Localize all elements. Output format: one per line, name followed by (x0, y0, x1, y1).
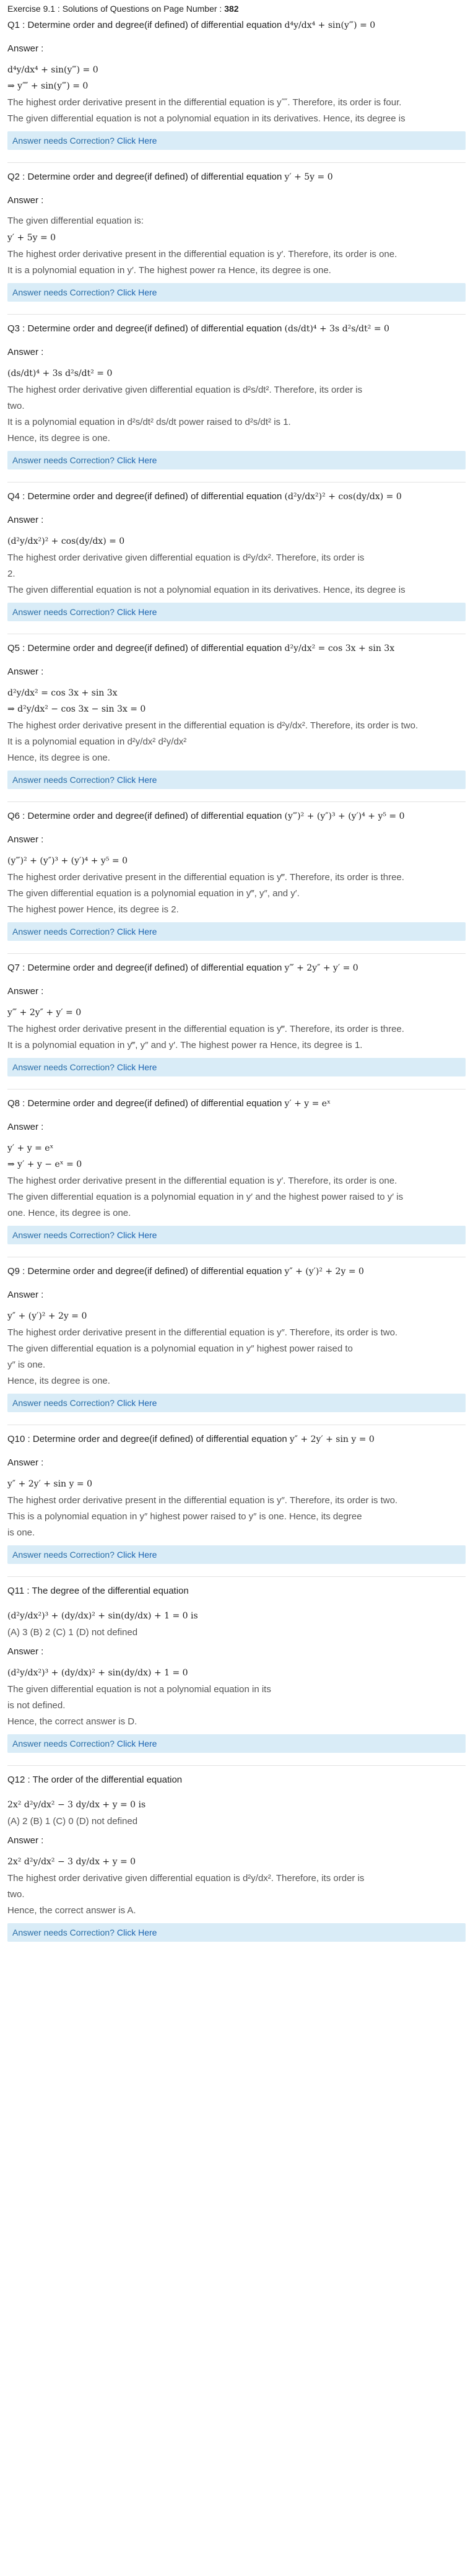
question-prompt: Determine order and degree(if defined) of differential equation (27, 20, 282, 30)
correction-bar (7, 771, 466, 789)
click-here-link[interactable]: Click Here (116, 1230, 157, 1240)
answer-equation: 2x² d²y/dx² − 3 dy/dx + y = 0 (7, 1857, 136, 1867)
correction-prompt: Answer needs Correction? (12, 1230, 115, 1240)
question-text (7, 489, 466, 505)
answer-equation: (d²y/dx²)³ + (dy/dx)² + sin(dy/dx) + 1 = 0 (7, 1668, 188, 1678)
question-block (7, 1576, 466, 1753)
answer-equation: ⇒ y′ + y − eˣ = 0 (7, 1159, 82, 1169)
answer-text: The highest order derivative present in the differential equation is y⁗. Therefore, its order is four. (7, 97, 402, 108)
question-block (7, 17, 466, 150)
answer-text: Hence, its degree is one. (7, 1376, 110, 1386)
correction-prompt: Answer needs Correction? (12, 775, 115, 785)
answer-text: The highest order derivative present in the differential equation is y‴. Therefore, its order is three. (7, 1024, 404, 1034)
answer-equation: y″ + 2y′ + sin y = 0 (7, 1479, 92, 1489)
question-prompt: Determine order and degree(if defined) of differential equation (27, 643, 282, 653)
answer-text: The given differential equation is: (7, 216, 144, 226)
question-text (7, 640, 466, 657)
answer-equation: d⁴y/dx⁴ + sin(y‴) = 0 (7, 65, 98, 75)
question-text (7, 1096, 466, 1112)
click-here-link[interactable]: Click Here (116, 607, 157, 617)
answer-label: Answer : (7, 43, 44, 54)
answer-text: two. (7, 401, 25, 411)
answer-text: The highest order derivative present in the differential equation is y″. Therefore, its order is two. (7, 1327, 398, 1338)
answer-equation: y′ + y = eˣ (7, 1143, 54, 1153)
question-detail: (A) 3 (B) 2 (C) 1 (D) not defined (7, 1627, 138, 1638)
exercise-label: Exercise 9.1 : (7, 4, 60, 14)
click-here-link[interactable]: Click Here (116, 287, 157, 297)
answer-text: It is a polynomial equation in d²s/dt² ds/dt power raised to d²s/dt² is 1. (7, 417, 291, 427)
answer-text: This is a polynomial equation in y″ highest power raised to y″ is one. Hence, its degree (7, 1511, 362, 1522)
page-header (7, 0, 466, 17)
question-block (7, 1425, 466, 1564)
correction-bar (7, 1058, 466, 1076)
question-prompt: Determine order and degree(if defined) of differential equation (27, 963, 282, 973)
question-text (7, 17, 466, 33)
answer-text: is one. (7, 1527, 35, 1538)
correction-prompt: Answer needs Correction? (12, 1398, 115, 1408)
answer-text: It is a polynomial equation in y‴, y″ and y′. The highest power ra Hence, its degree is 1. (7, 1040, 363, 1050)
click-here-link[interactable]: Click Here (116, 927, 157, 937)
answer-label: Answer : (7, 1835, 44, 1846)
answer-text: The highest order derivative given differential equation is d²y/dx². Therefore, its order is (7, 1873, 365, 1884)
answer-text: The highest order derivative present in the differential equation is y″. Therefore, its order is two. (7, 1495, 398, 1506)
click-here-link[interactable]: Click Here (116, 1398, 157, 1408)
question-detail: (d²y/dx²)³ + (dy/dx)² + sin(dy/dx) + 1 = 0 is (7, 1611, 198, 1621)
answer-text: two. (7, 1889, 25, 1900)
answer-label: Answer : (7, 834, 44, 845)
answer-equation: (ds/dt)⁴ + 3s d²s/dt² = 0 (7, 369, 113, 378)
answer-text: The given differential equation is not a polynomial equation in its derivatives. Hence, its degree is (7, 113, 406, 124)
answer-text: The highest order derivative given differential equation is d²y/dx². Therefore, its order is (7, 552, 365, 563)
question-prompt: The order of the differential equation (32, 1775, 183, 1785)
question-text (7, 960, 466, 976)
correction-bar (7, 451, 466, 469)
question-number: Q7 : (7, 963, 25, 973)
correction-bar (7, 603, 466, 621)
question-block (7, 1089, 466, 1244)
question-prompt: Determine order and degree(if defined) of differential equation (27, 323, 282, 334)
question-text (7, 169, 466, 185)
answer-text: The highest order derivative present in the differential equation is y‴. Therefore, its order is three. (7, 872, 404, 883)
question-block (7, 162, 466, 302)
correction-prompt: Answer needs Correction? (12, 1550, 115, 1560)
answer-text: Hence, the correct answer is D. (7, 1716, 137, 1727)
answer-text: The given differential equation is a polynomial equation in y‴, y″, and y′. (7, 888, 300, 899)
answer-label: Answer : (7, 1122, 44, 1132)
answer-text: The given differential equation is not a polynomial equation in its (7, 1684, 271, 1695)
question-block (7, 314, 466, 469)
question-number: Q5 : (7, 643, 25, 653)
question-text (7, 1772, 466, 1788)
question-equation: d⁴y/dx⁴ + sin(y‴) = 0 (284, 20, 376, 30)
answer-label: Answer : (7, 347, 44, 357)
question-prompt: Determine order and degree(if defined) of differential equation (27, 1098, 282, 1109)
correction-bar (7, 1734, 466, 1753)
question-prompt: The degree of the differential equation (32, 1586, 189, 1596)
question-equation: d²y/dx² = cos 3x + sin 3x (284, 644, 395, 653)
question-equation: y‴ + 2y″ + y′ = 0 (284, 963, 358, 973)
solutions-label: Solutions of Questions on Page Number : (62, 4, 222, 14)
answer-text: y″ is one. (7, 1360, 46, 1370)
correction-prompt: Answer needs Correction? (12, 607, 115, 617)
question-equation: y″ + 2y′ + sin y = 0 (289, 1434, 375, 1444)
question-number: Q1 : (7, 20, 25, 30)
question-number: Q6 : (7, 811, 25, 821)
question-text (7, 1431, 466, 1447)
answer-text: The given differential equation is a polynomial equation in y″ highest power raised to (7, 1343, 353, 1354)
answer-text: It is a polynomial equation in d²y/dx² d²y/dx² (7, 736, 187, 747)
answer-equation: y′ + 5y = 0 (7, 233, 56, 243)
answer-text: one. Hence, its degree is one. (7, 1208, 131, 1218)
question-number: Q11 : (7, 1586, 30, 1596)
answer-equation: d²y/dx² = cos 3x + sin 3x (7, 688, 118, 698)
page-number: 382 (224, 4, 239, 14)
question-block (7, 953, 466, 1076)
correction-prompt: Answer needs Correction? (12, 927, 115, 937)
question-equation: (d²y/dx²)² + cos(dy/dx) = 0 (284, 492, 402, 502)
answer-text: The given differential equation is not a polynomial equation in its derivatives. Hence, its degree is (7, 585, 406, 595)
answer-text: The highest order derivative present in the differential equation is y′. Therefore, its order is one. (7, 1176, 397, 1186)
answer-label: Answer : (7, 195, 44, 206)
question-prompt: Determine order and degree(if defined) of differential equation (27, 172, 282, 182)
correction-prompt: Answer needs Correction? (12, 1062, 115, 1072)
answer-equation: y‴ + 2y″ + y′ = 0 (7, 1008, 82, 1018)
answer-text: The given differential equation is a polynomial equation in y′ and the highest power raised to y′ is (7, 1192, 404, 1202)
correction-bar (7, 922, 466, 941)
correction-bar (7, 1394, 466, 1412)
answer-text: The highest power Hence, its degree is 2. (7, 904, 179, 915)
question-equation: (ds/dt)⁴ + 3s d²s/dt² = 0 (284, 324, 389, 334)
answer-equation: ⇒ d²y/dx² − cos 3x − sin 3x = 0 (7, 704, 146, 714)
correction-prompt: Answer needs Correction? (12, 136, 115, 146)
answer-equation: (d²y/dx²)² + cos(dy/dx) = 0 (7, 536, 125, 546)
question-text (7, 321, 466, 337)
answer-text: It is a polynomial equation in y′. The highest power ra Hence, its degree is one. (7, 265, 331, 276)
correction-prompt: Answer needs Correction? (12, 1928, 115, 1937)
question-number: Q8 : (7, 1098, 25, 1109)
correction-bar (7, 1923, 466, 1942)
question-block (7, 1765, 466, 1942)
answer-text: Hence, its degree is one. (7, 753, 110, 763)
answer-label: Answer : (7, 666, 44, 677)
question-number: Q10 : (7, 1434, 30, 1444)
correction-bar (7, 1226, 466, 1244)
question-prompt: Determine order and degree(if defined) of differential equation (27, 491, 282, 502)
question-detail: 2x² d²y/dx² − 3 dy/dx + y = 0 is (7, 1800, 146, 1810)
click-here-link[interactable]: Click Here (116, 1550, 157, 1560)
question-number: Q3 : (7, 323, 25, 334)
click-here-link[interactable]: Click Here (116, 1739, 157, 1749)
question-equation: y″ + (y′)² + 2y = 0 (284, 1267, 364, 1277)
answer-equation: y″ + (y′)² + 2y = 0 (7, 1311, 87, 1321)
question-equation: y′ + 5y = 0 (284, 172, 333, 182)
answer-equation: (y‴)² + (y″)³ + (y′)⁴ + y⁵ = 0 (7, 856, 128, 866)
answer-text: The highest order derivative present in the differential equation is d²y/dx². Therefore, its order is two. (7, 720, 419, 731)
answer-label: Answer : (7, 1290, 44, 1300)
correction-prompt: Answer needs Correction? (12, 287, 115, 297)
answer-text: The highest order derivative present in the differential equation is y′. Therefore, its order is one. (7, 249, 397, 260)
answer-text: Hence, its degree is one. (7, 433, 110, 443)
question-text (7, 1583, 466, 1599)
answer-text: 2. (7, 569, 15, 579)
correction-bar (7, 131, 466, 150)
question-block (7, 634, 466, 789)
question-number: Q9 : (7, 1266, 25, 1277)
question-prompt: Determine order and degree(if defined) of differential equation (27, 1266, 282, 1277)
answer-equation: ⇒ y⁗ + sin(y‴) = 0 (7, 81, 89, 91)
question-prompt: Determine order and degree(if defined) of differential equation (32, 1434, 287, 1444)
answer-text: The highest order derivative given differential equation is d²s/dt². Therefore, its order is (7, 385, 363, 395)
question-block (7, 482, 466, 621)
answer-text: Hence, the correct answer is A. (7, 1905, 136, 1916)
question-number: Q4 : (7, 491, 25, 502)
question-detail: (A) 2 (B) 1 (C) 0 (D) not defined (7, 1816, 138, 1827)
answer-label: Answer : (7, 986, 44, 997)
question-equation: y′ + y = eˣ (284, 1099, 331, 1109)
correction-prompt: Answer needs Correction? (12, 455, 115, 465)
question-block (7, 801, 466, 941)
question-number: Q2 : (7, 172, 25, 182)
click-here-link[interactable]: Click Here (116, 1062, 157, 1072)
correction-bar (7, 1545, 466, 1564)
click-here-link[interactable]: Click Here (116, 775, 157, 785)
answer-text: is not defined. (7, 1700, 66, 1711)
question-block (7, 1257, 466, 1412)
question-equation: (y‴)² + (y″)³ + (y′)⁴ + y⁵ = 0 (284, 811, 405, 821)
click-here-link[interactable]: Click Here (116, 136, 157, 146)
question-prompt: Determine order and degree(if defined) of differential equation (27, 811, 282, 821)
question-text (7, 808, 466, 824)
question-text (7, 1264, 466, 1280)
correction-bar (7, 283, 466, 302)
click-here-link[interactable]: Click Here (116, 1928, 157, 1937)
question-number: Q12 : (7, 1775, 30, 1785)
correction-prompt: Answer needs Correction? (12, 1739, 115, 1749)
answer-label: Answer : (7, 1646, 44, 1657)
questions-list (7, 17, 466, 1942)
click-here-link[interactable]: Click Here (116, 455, 157, 465)
answer-label: Answer : (7, 1457, 44, 1468)
answer-label: Answer : (7, 515, 44, 525)
